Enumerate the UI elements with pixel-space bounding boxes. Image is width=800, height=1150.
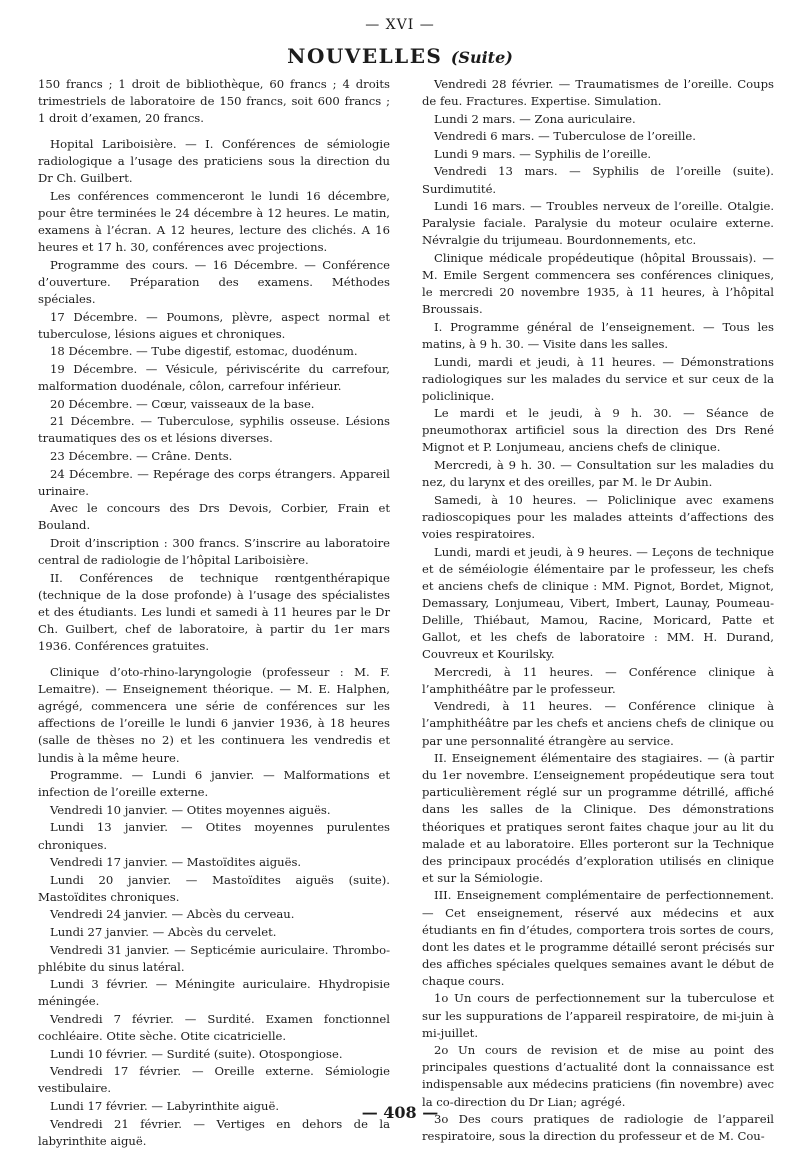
paragraph: Lundi 10 février. — Surdité (suite). Otospongiose.	[50, 1046, 343, 1061]
right-column	[422, 76, 774, 1146]
paragraph: Vendredi, à 11 heures. — Conférence clinique à l’amphithéâtre par les chefs et anciens chefs de clinique ou par une personnalité étrangère au service.	[422, 699, 774, 748]
paragraph: III. Enseignement complémentaire de perfectionnement. — Cet enseignement, réservé aux médecins et aux étudiants en fin d’études, comportera trois sortes de cours, dont les dates et le programme détaillé seront précisés sur des affiches spéciales quelques semaines avant le début de chaque cours.	[422, 888, 774, 988]
left-column	[38, 76, 390, 1150]
paragraph: Vendredi 28 février. — Traumatismes de l’oreille. Coups de feu. Fractures. Expertise. Simulation.	[422, 77, 774, 109]
paragraph: Lundi 9 mars. — Syphilis de l’oreille.	[434, 146, 652, 161]
paragraph: Vendredi 17 janvier. — Mastoïdites aiguës.	[50, 855, 302, 870]
paragraph: Lundi 16 mars. — Troubles nerveux de l’oreille. Otalgie. Paralysie faciale. Paralysie du moteur oculaire externe. Névralgie du trijumeau. Bourdonnements, etc.	[422, 199, 774, 248]
paragraph: Lundi 2 mars. — Zona auriculaire.	[434, 111, 636, 126]
paragraph: Lundi 13 janvier. — Otites moyennes purulentes chroniques.	[38, 820, 390, 852]
paragraph: I. Programme général de l’enseignement. — Tous les matins, à 9 h. 30. — Visite dans les salles.	[422, 319, 774, 351]
paragraph: Vendredi 21 février. — Vertiges en dehors de la labyrinthite aiguë.	[38, 1116, 390, 1148]
paragraph: Lundi 3 février. — Méningite auriculaire. Hhydropisie méningée.	[38, 977, 390, 1009]
paragraph: 19 Décembre. — Vésicule, périviscérite du carrefour, malformation duodénale, côlon, carrefour inférieur.	[38, 362, 390, 394]
paragraph: Clinique d’oto-rhino-laryngologie (professeur : M. F. Lemaitre). — Enseignement théorique. — M. E. Halphen, agrégé, commencera une série de conférences sur les affections de l’oreille le lundi 6 janvier 1936, à 18 heures (salle de thèses no 2) et les continuera les vendredis et lundis à la même heure.	[38, 665, 390, 765]
paragraph: Le mardi et le jeudi, à 9 h. 30. — Séance de pneumothorax artificiel sous la direction des Drs René Mignot et P. Lonjumeau, anciens chefs de clinique.	[422, 406, 774, 455]
paragraph: Clinique médicale propédeutique (hôpital Broussais). — M. Emile Sergent commencera ses conférences cliniques, le mercredi 20 novembre 1935, à 11 heures, à l’hôpital Broussais.	[422, 250, 774, 317]
paragraph: 18 Décembre. — Tube digestif, estomac, duodénum.	[50, 344, 358, 359]
paragraph: Vendredi 7 février. — Surdité. Examen fonctionnel cochléaire. Otite sèche. Otite cicatricielle.	[38, 1011, 390, 1044]
paragraph: II. Enseignement élémentaire des stagiaires. — (à partir du 1er novembre. L’enseignement propédeutique sera tout particulièrement réglé sur un programme détrillé, affiché dans les salles de la Clinique. Des démonstrations théoriques et pratiques seront faites chaque jour au lit du malade et au laboratoire. Elles porteront sur la Technique des principaux procédés d’exploration utilisés en clinique et sur la Sémiologie.	[422, 751, 774, 885]
paragraph: Vendredi 13 mars. — Syphilis de l’oreille (suite). Surdimutité.	[422, 164, 774, 196]
title-suffix: (Suite)	[450, 48, 513, 67]
paragraph: Mercredi, à 11 heures. — Conférence clinique à l’amphithéâtre par le professeur.	[422, 664, 774, 696]
roman-page-number: — XVI —	[365, 17, 435, 33]
page-number: — 408 —	[361, 1103, 439, 1122]
paragraph: Vendredi 17 février. — Oreille externe. Sémiologie vestibulaire.	[38, 1064, 390, 1096]
title-text: NOUVELLES	[287, 44, 443, 68]
paragraph: Vendredi 6 mars. — Tuberculose de l’oreille.	[434, 129, 696, 144]
paragraph: Lundi 27 janvier. — Abcès du cervelet.	[50, 925, 277, 939]
paragraph: 21 Décembre. — Tuberculose, syphilis osseuse. Lésions traumatiques des os et lésions diverses.	[38, 414, 390, 446]
paragraph: 3o Des cours pratiques de radiologie de l’appareil respiratoire, sous la direction du professeur et de M. Cou-	[422, 1112, 774, 1144]
paragraph: Avec le concours des Drs Devois, Corbier, Frain et Bouland.	[38, 501, 390, 533]
paragraph: Hopital Lariboisière. — I. Conférences de sémiologie radiologique a l’usage des praticiens sous la direction du Dr Ch. Guilbert.	[38, 137, 390, 186]
paragraph: Samedi, à 10 heures. — Policlinique avec examens radioscopiques pour les malades atteints d’affections des voies respiratoires.	[422, 492, 774, 541]
page-title	[0, 44, 800, 68]
paragraph: 2o Un cours de revision et de mise au point des principales questions d’actualité dont la connaissance est indispensable aux médecins praticiens (fin novembre) avec la co-direction du Dr Lian; agrégé.	[422, 1043, 774, 1109]
paragraph: 20 Décembre. — Cœur, vaisseaux de la base.	[50, 396, 315, 411]
paragraph: 24 Décembre. — Repérage des corps étrangers. Appareil urinaire.	[38, 466, 390, 498]
paragraph: Mercredi, à 9 h. 30. — Consultation sur les maladies du nez, du larynx et des oreilles, par M. le Dr Aubin.	[422, 458, 774, 490]
paragraph: 150 francs ; 1 droit de bibliothèque, 60 francs ; 4 droits trimestriels de laboratoire de 150 francs, soit 600 francs ; 1 droit d’examen, 20 francs.	[38, 77, 390, 126]
paragraph: Droit d’inscription : 300 francs. S’inscrire au laboratoire central de radiologie de l’hôpital Lariboisière.	[38, 535, 390, 568]
paragraph: Lundi, mardi et jeudi, à 9 heures. — Leçons de technique et de séméiologie élémentaire par le professeur, les chefs et anciens chefs de clinique : MM. Pignot, Bordet, Mignot, Demassary, Lonjumeau, Vibert, Imbert, Launay, Poumeau-Delille, Thiébaut, Mamou, Racine, Moricard, Patte et Gallot, et les chefs de laboratoire : MM. H. Durand, Couvreux et Kourilsky.	[422, 544, 774, 662]
paragraph: Vendredi 24 janvier. — Abcès du cerveau.	[50, 907, 295, 922]
paragraph: Vendredi 31 janvier. — Septicémie auriculaire. Thrombo-phlébite du sinus latéral.	[38, 942, 390, 974]
paragraph: Vendredi 10 janvier. — Otites moyennes aiguës.	[50, 802, 331, 817]
paragraph: Lundi 17 février. — Labyrinthite aiguë.	[50, 1098, 280, 1113]
paragraph: 17 Décembre. — Poumons, plèvre, aspect normal et tuberculose, lésions aigues et chroniques.	[38, 309, 390, 341]
paragraph: II. Conférences de technique rœntgenthérapique (technique de la dose profonde) à l’usage des spécialistes et des étudiants. Les lundi et samedi à 11 heures par le Dr Ch. Guilbert, chef de laboratoire, à partir du 1er mars 1936. Conférences gratuites.	[38, 570, 390, 653]
paragraph: Programme. — Lundi 6 janvier. — Malformations et infection de l’oreille externe.	[38, 768, 390, 800]
paragraph: 1o Un cours de perfectionnement sur la tuberculose et sur les suppurations de l’appareil respiratoire, de mi-juin à mi-juillet.	[422, 991, 774, 1040]
paragraph: Lundi, mardi et jeudi, à 11 heures. — Démonstrations radiologiques sur les malades du service et sur ceux de la policlinique.	[422, 354, 774, 403]
paragraph: Programme des cours. — 16 Décembre. — Conférence d’ouverture. Préparation des examens. Méthodes spéciales.	[38, 257, 390, 307]
paragraph: Lundi 20 janvier. — Mastoïdites aiguës (suite). Mastoïdites chroniques.	[38, 872, 390, 904]
paragraph: Les conférences commenceront le lundi 16 décembre, pour être terminées le 24 décembre à 12 heures. Le matin, examens à l’écran. A 12 heures, lecture des clichés. A 16 heures et 17 h. 30, conférences avec projections.	[38, 189, 390, 255]
paragraph: 23 Décembre. — Crâne. Dents.	[50, 448, 233, 463]
